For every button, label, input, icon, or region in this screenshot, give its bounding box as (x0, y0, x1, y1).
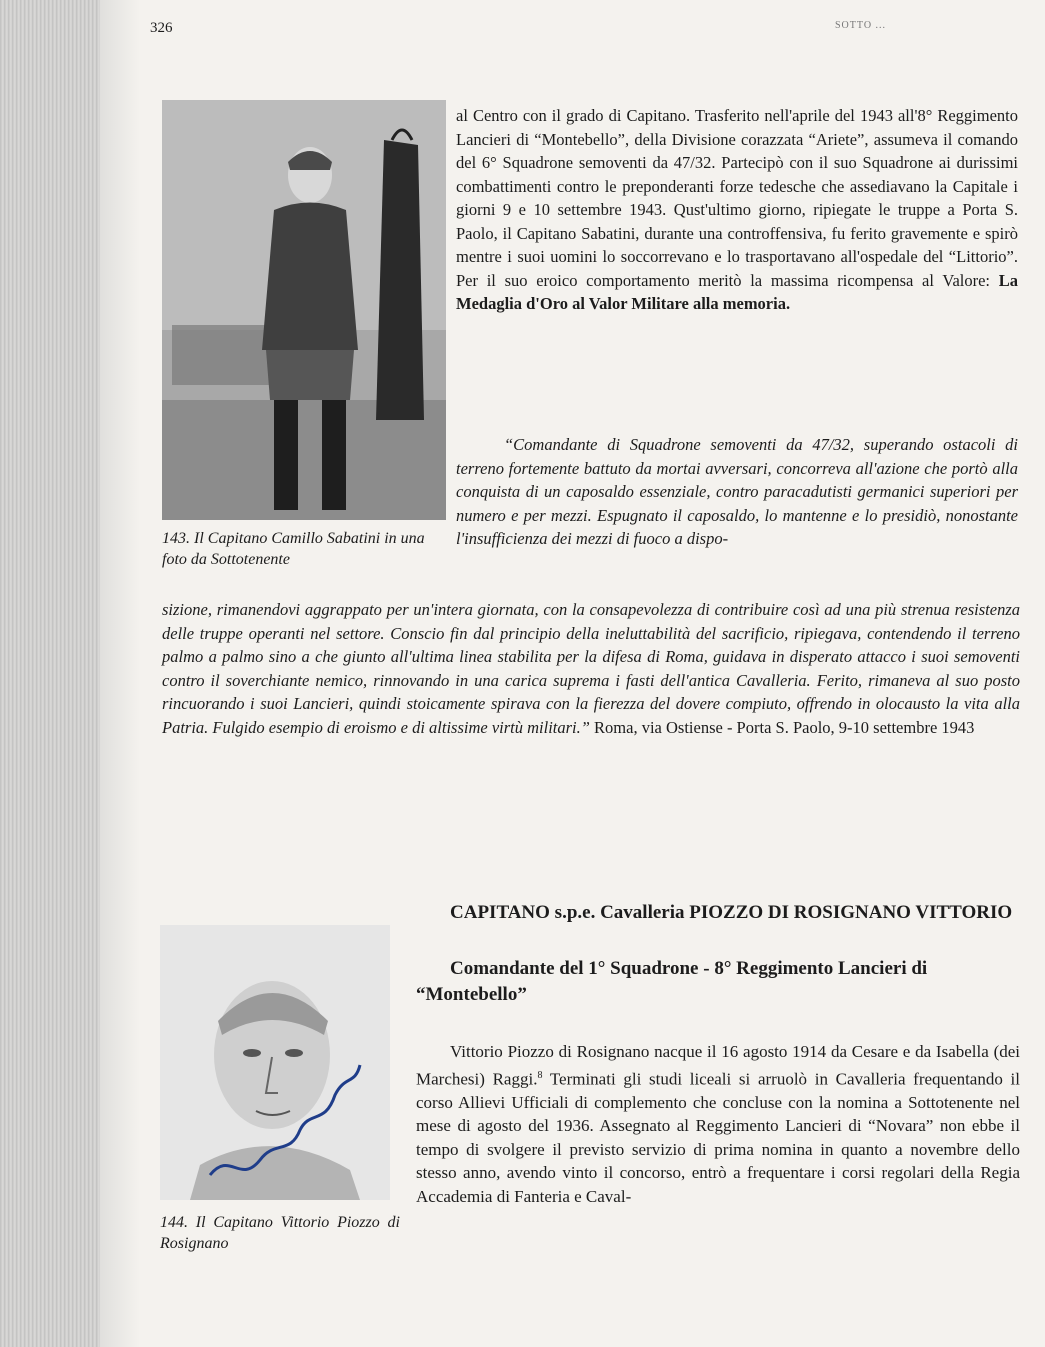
section-heading-piozzo: CAPITANO s.p.e. Cavalleria PIOZZO DI ROSIGNANO VITTORIO (450, 902, 1013, 923)
sabatini-biography (456, 104, 1018, 316)
figure-144-caption: 144. Il Capitano Vittorio Piozzo di Rosignano (160, 1214, 400, 1252)
medal-citation-start: “Comandante di Squadrone semoventi da 47/32, superando ostacoli di terreno fortemente battuto da mortai avversari, concorreva all'azione che portò alla conquista di un caposaldo essenziale, contro paracadutisti germanici superiori per numero e per mezzi. Espugnato il caposaldo, lo mantenne e lo presidiò, nonostante l'insufficienza dei mezzi di fuoco a dispo- (456, 435, 1018, 548)
piozzo-biography (416, 1040, 1020, 1208)
piozzo-bio-text-cont: Terminati gli studi liceali si arruolò in Cavalleria frequentando il corso Allievi Ufficiali di complemento che concluse con la nomina a Sottotenente nel mese di agosto del 1936. Assegnato al Reggimento Lancieri di “Novara” non ebbe il tempo di svolgere il previsto servizio di prima nomina in quanto a novembre dello stesso anno, avendo vinto il concorso, entrò a frequentare i corsi regolari della Regia Accademia di Fanteria e Caval- (416, 1069, 1020, 1206)
citation-end-text: sizione, rimanendovi aggrappato per un'intera giornata, con la consapevolezza di contribuire così ad una più strenua resistenza delle truppe operanti nel settore. Conscio fin dal principio della ineluttabilità del sacrificio, ripiegava, contendendo il terreno palmo a palmo sino a che giunto all'ultima linea stabilita per la difesa di Roma, guidava in disperato attacco i suoi semoventi contro il soverchiante nemico, rinnovando in una carica suprema i fasti dell'antica Cavalleria. Ferito, rimaneva al suo posto rincuorando i suoi Lancieri, quindi stoicamente spirava con la fierezza del dovere compiuto, offrendo in olocausto la vita alla Patria. Fulgido esempio di eroismo e di altissime virtù militari.” (162, 600, 1020, 737)
section-subheading: Comandante del 1° Squadrone - 8° Reggimento Lancieri di “Montebello” (416, 958, 928, 1005)
footnote-reference[interactable]: 8 (537, 1069, 543, 1081)
book-binding-shadow (0, 0, 100, 1347)
gold-medal-text: La Medaglia d'Oro al Valor Militare alla memoria. (456, 270, 1018, 313)
gutter-fade (100, 0, 140, 1347)
photo-capitano-sabatini (162, 100, 446, 520)
signed-portrait-illustration (160, 925, 390, 1200)
figure-143-caption: 143. Il Capitano Camillo Sabatini in una foto da Sottotenente (162, 530, 425, 568)
photo-capitano-piozzo (160, 925, 390, 1200)
piozzo-bio-text: Vittorio Piozzo di Rosignano nacque il 16 agosto 1914 da Cesare e da Isabella (dei Marchesi) Raggi. (416, 1042, 1020, 1089)
medal-citation-continued (162, 598, 1020, 739)
running-head: SOTTO ... (835, 20, 887, 31)
officer-portrait-illustration (162, 100, 446, 520)
sabatini-bio-text: al Centro con il grado di Capitano. Trasferito nell'aprile del 1943 all'8° Reggimento Lancieri di “Montebello”, della Divisione corazzata “Ariete”, assumeva il comando del 6° Squadrone semoventi da 47/32. Partecipò con il suo Squadrone ai durissimi combattimenti contro le preponderanti forze tedesche che assediavano la Capitale i giorni 9 e 10 settembre 1943. Qust'ultimo giorno, ripiegate le truppe a Porta S. Paolo, il Capitano Sabatini, durante una controffensiva, fu ferito gravemente e spirò mentre i suoi uomini lo soccorrevano e lo trasportavano all'ospedale del “Littorio”. Per il suo eroico comportamento meritò la massima ricompensa al Valore: (456, 106, 1018, 290)
citation-place-date: Roma, via Ostiense - Porta S. Paolo, 9-10 settembre 1943 (589, 717, 975, 737)
page-number: 326 (150, 20, 173, 36)
